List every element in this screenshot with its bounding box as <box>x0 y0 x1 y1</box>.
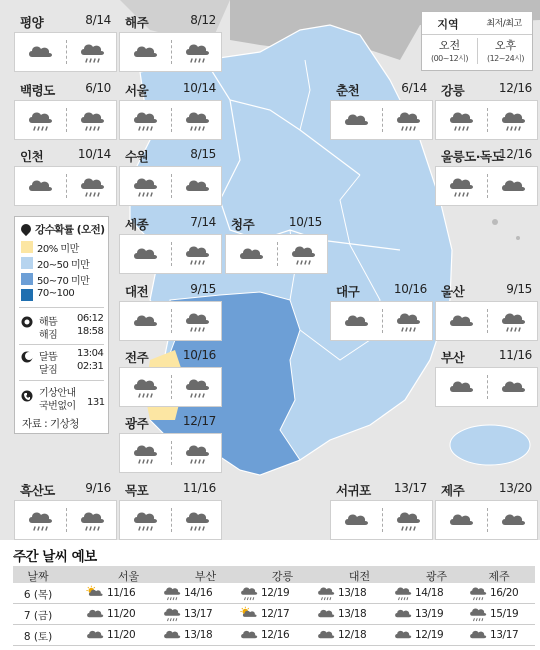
city-weather-box <box>435 301 538 341</box>
cloud-icon <box>499 376 527 398</box>
cloud-icon <box>26 41 54 63</box>
city-card <box>119 478 222 540</box>
rain-cloud-icon <box>289 243 317 265</box>
rain-cloud-icon <box>468 585 488 600</box>
sun-icon <box>21 316 33 328</box>
city-name: 대전 <box>125 284 149 299</box>
rain-cloud-icon <box>162 606 182 621</box>
weekly-temp: 12/19 <box>261 587 290 599</box>
header-city: 강릉 <box>271 570 294 583</box>
city-temp: 13/20 <box>498 481 532 495</box>
weekly-temp: 12/17 <box>261 608 290 620</box>
weekly-cell <box>75 625 152 645</box>
rain-cloud-icon <box>183 442 211 464</box>
cloud-icon <box>183 175 211 197</box>
am-pm-divider <box>171 174 172 198</box>
city-temp: 12/16 <box>498 147 532 161</box>
am-pm-divider <box>382 309 383 333</box>
rain-cloud-icon <box>131 376 159 398</box>
sun-times <box>21 313 106 343</box>
am-pm-divider <box>171 375 172 399</box>
city-weather-box <box>330 100 433 140</box>
legend-pm-range: (12~24시) <box>486 54 525 63</box>
divider <box>19 307 104 308</box>
rain-cloud-icon <box>316 585 336 600</box>
sun-cloud-icon <box>85 585 105 600</box>
city-weather-box <box>435 166 538 206</box>
header-city: 부산 <box>194 570 217 583</box>
header-city: 서울 <box>117 570 140 583</box>
cloud-icon <box>131 243 159 265</box>
legend-am-range: (00~12시) <box>430 54 469 63</box>
cloud-icon <box>162 627 182 642</box>
city-name: 해주 <box>125 15 149 30</box>
moonrise-label: 달뜸 <box>39 352 58 363</box>
cloud-icon <box>85 627 105 642</box>
city-card <box>119 411 222 473</box>
source-credit: 자료 : 기상청 <box>22 418 79 430</box>
legend-am-label: 오전 <box>438 39 461 52</box>
cloud-icon <box>342 509 370 531</box>
cloud-icon <box>131 41 159 63</box>
legend-am <box>422 37 477 64</box>
rain-cloud-icon <box>499 310 527 332</box>
city-temp: 10/16 <box>182 348 216 362</box>
moonset-time: 02:31 <box>77 361 104 372</box>
am-pm-divider <box>171 441 172 465</box>
city-card <box>435 144 538 206</box>
sunrise-time: 06:12 <box>77 313 104 324</box>
city-weather-box <box>225 234 328 274</box>
weekly-temp: 16/20 <box>490 587 519 599</box>
city-name: 서울 <box>125 83 149 98</box>
city-name: 청주 <box>231 217 255 232</box>
rain-cloud-icon <box>183 310 211 332</box>
cloud-icon <box>131 310 159 332</box>
hotline-label2: 국번없이 <box>39 401 76 412</box>
moonset-label: 달짐 <box>39 365 58 376</box>
rain-cloud-icon <box>393 585 413 600</box>
city-weather-box <box>435 500 538 540</box>
city-name: 울릉도·독도 <box>441 149 504 164</box>
rain-cloud-icon <box>183 109 211 131</box>
cloud-icon <box>447 376 475 398</box>
swatch-70 <box>21 273 33 285</box>
city-temp: 6/10 <box>85 81 111 95</box>
city-name: 춘천 <box>336 83 360 98</box>
swatch-label: 50~70 미만 <box>37 276 90 287</box>
weekly-temp: 12/18 <box>338 629 367 641</box>
city-card <box>14 478 117 540</box>
city-temp: 9/16 <box>85 481 111 495</box>
cloud-icon <box>342 310 370 332</box>
city-card <box>119 144 222 206</box>
weekly-temp: 12/16 <box>261 629 290 641</box>
sunset-time: 18:58 <box>77 326 104 337</box>
weekly-temp: 13/18 <box>184 629 213 641</box>
header-city: 광주 <box>425 570 448 583</box>
city-name: 광주 <box>125 416 149 431</box>
rain-cloud-icon <box>78 509 106 531</box>
city-name: 제주 <box>441 483 465 498</box>
swatch-label: 20~50 미만 <box>37 260 90 271</box>
am-pm-divider <box>66 508 67 532</box>
rain-cloud-icon <box>394 109 422 131</box>
city-weather-box <box>14 166 117 206</box>
rain-cloud-icon <box>78 175 106 197</box>
weekly-header <box>13 566 535 583</box>
moon-times <box>21 348 106 378</box>
rain-cloud-icon <box>78 41 106 63</box>
city-name: 평양 <box>20 15 44 30</box>
city-card <box>435 345 538 407</box>
city-weather-box <box>119 100 222 140</box>
city-weather-box <box>14 500 117 540</box>
legend-rain-title <box>21 222 105 237</box>
city-card <box>119 279 222 341</box>
rain-cloud-icon <box>78 109 106 131</box>
weekly-temp: 14/18 <box>415 587 444 599</box>
city-card <box>119 212 222 274</box>
rain-cloud-icon <box>468 606 488 621</box>
city-name: 흑산도 <box>20 483 55 498</box>
cloud-icon <box>393 627 413 642</box>
rain-cloud-icon <box>131 109 159 131</box>
city-name: 강릉 <box>441 83 465 98</box>
city-weather-box <box>435 367 538 407</box>
weekly-temp: 15/19 <box>490 608 519 620</box>
weekly-cell <box>306 625 383 645</box>
weekly-title: 주간 날씨 예보 <box>13 549 97 565</box>
legend-rain <box>14 216 109 434</box>
header-city: 제주 <box>488 570 510 583</box>
weekly-cell <box>458 625 535 645</box>
city-temp: 9/15 <box>506 282 532 296</box>
weekly-cell <box>383 583 460 603</box>
weekly-row <box>13 604 535 625</box>
city-weather-box <box>119 301 222 341</box>
city-weather-box <box>119 32 222 72</box>
weekly-date: 6 (목) <box>23 589 53 601</box>
city-temp: 11/16 <box>182 481 216 495</box>
am-pm-divider <box>66 108 67 132</box>
am-pm-divider <box>171 242 172 266</box>
sun-cloud-icon <box>239 606 259 621</box>
divider <box>19 380 104 381</box>
city-temp: 8/14 <box>85 13 111 27</box>
cloud-icon <box>342 109 370 131</box>
weekly-cell <box>229 583 306 603</box>
city-temp: 13/17 <box>393 481 427 495</box>
weekly-temp: 13/18 <box>338 608 367 620</box>
swatch-label: 70~100 <box>37 288 75 299</box>
city-temp: 10/15 <box>288 215 322 229</box>
weekly-temp: 11/20 <box>107 608 136 620</box>
city-temp: 8/15 <box>190 147 216 161</box>
swatch-20 <box>21 241 33 253</box>
rain-cloud-icon <box>394 310 422 332</box>
legend-divider <box>422 34 532 35</box>
weekly-date: 7 (금) <box>23 610 53 622</box>
rain-cloud-icon <box>131 175 159 197</box>
moon-icon <box>21 351 33 363</box>
city-weather-box <box>119 500 222 540</box>
cloud-icon <box>499 175 527 197</box>
weekly-cell <box>383 604 460 624</box>
rain-cloud-icon <box>183 376 211 398</box>
rain-cloud-icon <box>26 109 54 131</box>
swatch-100 <box>21 289 33 301</box>
city-card <box>225 212 328 274</box>
rain-cloud-icon <box>447 109 475 131</box>
rain-cloud-icon <box>447 175 475 197</box>
weather-hotline <box>21 384 106 414</box>
weekly-cell <box>458 604 535 624</box>
city-temp: 8/12 <box>190 13 216 27</box>
rain-cloud-icon <box>26 509 54 531</box>
weekly-temp: 13/17 <box>490 629 519 641</box>
am-pm-divider <box>277 242 278 266</box>
city-weather-box <box>330 301 433 341</box>
am-pm-divider <box>487 174 488 198</box>
city-card <box>435 478 538 540</box>
city-weather-box <box>119 234 222 274</box>
cloud-icon <box>85 606 105 621</box>
city-card <box>330 78 433 140</box>
rain-cloud-icon <box>183 243 211 265</box>
city-card <box>119 78 222 140</box>
weekly-table <box>13 566 535 646</box>
city-weather-box <box>119 367 222 407</box>
sunrise-label: 해뜸 <box>39 317 58 328</box>
weekly-row <box>13 583 535 604</box>
legend-pm <box>477 37 534 64</box>
city-temp: 12/17 <box>182 414 216 428</box>
legend-pm-label: 오후 <box>494 39 517 52</box>
weekly-cell <box>306 583 383 603</box>
cloud-icon <box>26 175 54 197</box>
sunset-label: 해짐 <box>39 330 58 341</box>
city-weather-box <box>435 100 538 140</box>
am-pm-divider <box>487 508 488 532</box>
weekly-temp: 13/19 <box>415 608 444 620</box>
legend-region-label: 지역 <box>437 18 459 31</box>
city-weather-box <box>14 100 117 140</box>
weekly-date: 8 (토) <box>23 631 53 643</box>
weekly-temp: 12/19 <box>415 629 444 641</box>
city-temp: 10/14 <box>77 147 111 161</box>
city-name: 부산 <box>441 350 465 365</box>
weekly-cell <box>229 625 306 645</box>
weekly-cell <box>152 625 229 645</box>
cloud-icon <box>447 310 475 332</box>
weekly-cell <box>229 604 306 624</box>
cloud-icon <box>468 627 488 642</box>
divider <box>19 344 104 345</box>
cloud-icon <box>447 509 475 531</box>
am-pm-divider <box>487 375 488 399</box>
city-name: 백령도 <box>20 83 55 98</box>
am-pm-divider <box>487 309 488 333</box>
moonrise-time: 13:04 <box>77 348 104 359</box>
city-name: 대구 <box>336 284 360 299</box>
city-temp: 11/16 <box>498 348 532 362</box>
am-pm-divider <box>487 108 488 132</box>
city-card <box>14 78 117 140</box>
city-temp: 6/14 <box>401 81 427 95</box>
city-name: 인천 <box>20 149 44 164</box>
rain-cloud-icon <box>239 585 259 600</box>
cloud-icon <box>316 627 336 642</box>
swatch-label: 20% 미만 <box>37 244 79 255</box>
legend-rain-title-text: 강수확률 (오전) <box>35 224 105 236</box>
city-weather-box <box>119 166 222 206</box>
weekly-cell <box>458 583 535 603</box>
cloud-icon <box>499 509 527 531</box>
am-pm-divider <box>382 108 383 132</box>
city-name: 수원 <box>125 149 149 164</box>
city-card <box>435 279 538 341</box>
city-card <box>14 10 117 72</box>
am-pm-divider <box>66 174 67 198</box>
city-weather-box <box>14 32 117 72</box>
city-card <box>14 144 117 206</box>
weekly-cell <box>383 625 460 645</box>
header-date: 날짜 <box>27 570 49 583</box>
rain-cloud-icon <box>183 509 211 531</box>
hotline-label: 기상안내 <box>39 388 76 399</box>
rain-cloud-icon <box>394 509 422 531</box>
rain-cloud-icon <box>131 442 159 464</box>
city-temp: 9/15 <box>190 282 216 296</box>
weekly-temp: 13/18 <box>338 587 367 599</box>
legend-temp-label: 최저/최고 <box>486 19 522 29</box>
weekly-temp: 13/17 <box>184 608 213 620</box>
city-card <box>435 78 538 140</box>
cloud-icon <box>393 606 413 621</box>
weekly-cell <box>75 583 152 603</box>
legend-time <box>421 11 533 71</box>
rain-cloud-icon <box>162 585 182 600</box>
city-name: 전주 <box>125 350 149 365</box>
weekly-row <box>13 625 535 646</box>
city-weather-box <box>119 433 222 473</box>
city-temp: 10/16 <box>393 282 427 296</box>
weekly-rows <box>13 583 535 646</box>
weekly-cell <box>152 604 229 624</box>
city-weather-box <box>330 500 433 540</box>
city-card <box>119 345 222 407</box>
am-pm-divider <box>171 40 172 64</box>
swatch-50 <box>21 257 33 269</box>
weekly-cell <box>306 604 383 624</box>
city-name: 서귀포 <box>336 483 371 498</box>
cloud-icon <box>237 243 265 265</box>
city-temp: 10/14 <box>182 81 216 95</box>
hotline-number: 131 <box>87 397 105 408</box>
am-pm-divider <box>66 40 67 64</box>
city-name: 목포 <box>125 483 149 498</box>
weekly-cell <box>75 604 152 624</box>
cloud-icon <box>316 606 336 621</box>
header-city: 대전 <box>348 570 371 583</box>
city-temp: 12/16 <box>498 81 532 95</box>
weekly-temp: 11/16 <box>107 587 136 599</box>
phone-icon <box>21 390 33 402</box>
am-pm-divider <box>171 108 172 132</box>
city-card <box>330 478 433 540</box>
raindrop-icon <box>19 222 33 236</box>
city-name: 울산 <box>441 284 465 299</box>
rain-cloud-icon <box>183 41 211 63</box>
cloud-icon <box>239 627 259 642</box>
city-card <box>330 279 433 341</box>
am-pm-divider <box>171 309 172 333</box>
city-name: 세종 <box>125 217 149 232</box>
am-pm-divider <box>171 508 172 532</box>
am-pm-divider <box>382 508 383 532</box>
weekly-temp: 11/20 <box>107 629 136 641</box>
rain-cloud-icon <box>499 109 527 131</box>
rain-cloud-icon <box>131 509 159 531</box>
weekly-temp: 14/16 <box>184 587 213 599</box>
city-card <box>119 10 222 72</box>
weekly-cell <box>152 583 229 603</box>
city-temp: 7/14 <box>190 215 216 229</box>
